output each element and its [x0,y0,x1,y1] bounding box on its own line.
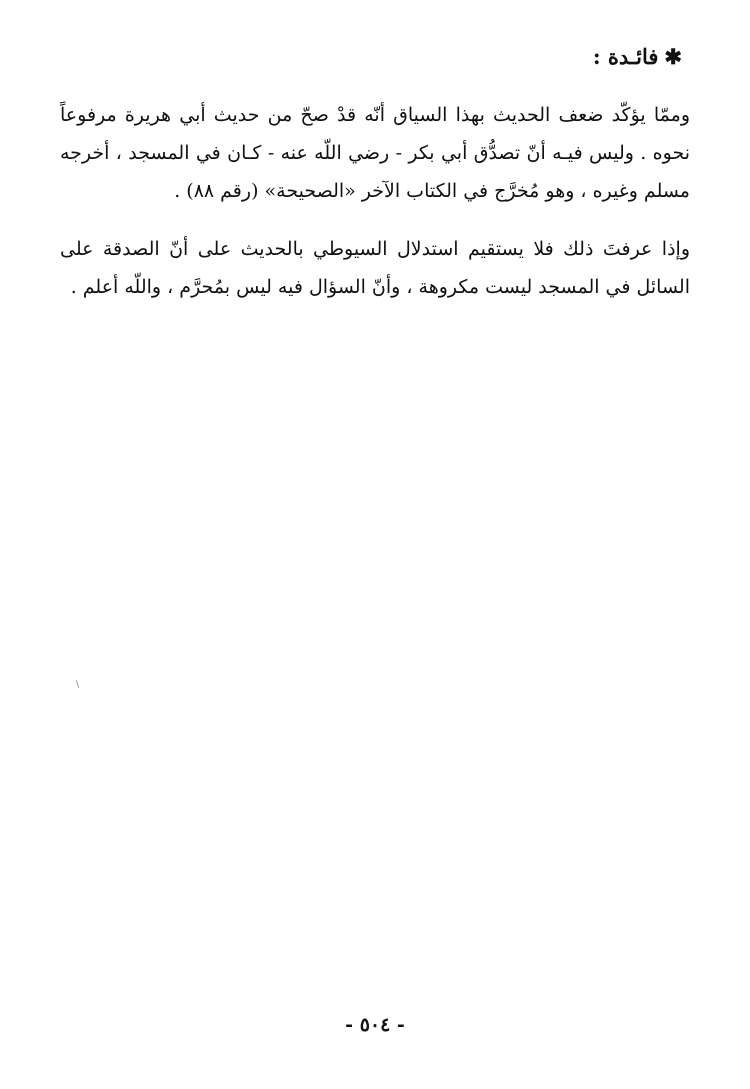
section-heading-text: فائـدة : [592,44,659,69]
section-heading [593,44,682,69]
page-number: - ٥٠٤ - [345,1014,405,1036]
paragraph-2 [60,230,690,306]
paragraph-1-line-2: نحوه . وليس فيـه أنّ تصدُّق أبي بكر - رضي اللّه عنه - كـان في المسجد ، أخرجه [60,142,690,164]
paragraph-1-line-1: وممّا يؤكّد ضعف الحديث بهذا السياق أنّه قدْ صحّ من حديث أبي هريرة مرفوعاً [60,104,690,126]
scan-speck [76,680,80,688]
paragraph-2-line-2: السائل في المسجد ليست مكروهة ، وأنّ السؤال فيه ليس بمُحرَّم ، واللّه أعلم . [70,276,690,298]
asterisk-marker: ✱ [664,44,682,69]
paragraph-1-line-3: مسلم وغيره ، وهو مُخرَّج في الكتاب الآخر «الصحيحة» (رقم ٨٨) . [174,180,690,202]
paragraph-1 [60,96,690,210]
paragraph-2-line-1: وإذا عرفتَ ذلك فلا يستقيم استدلال السيوطي بالحديث على أنّ الصدقة على [60,238,690,260]
